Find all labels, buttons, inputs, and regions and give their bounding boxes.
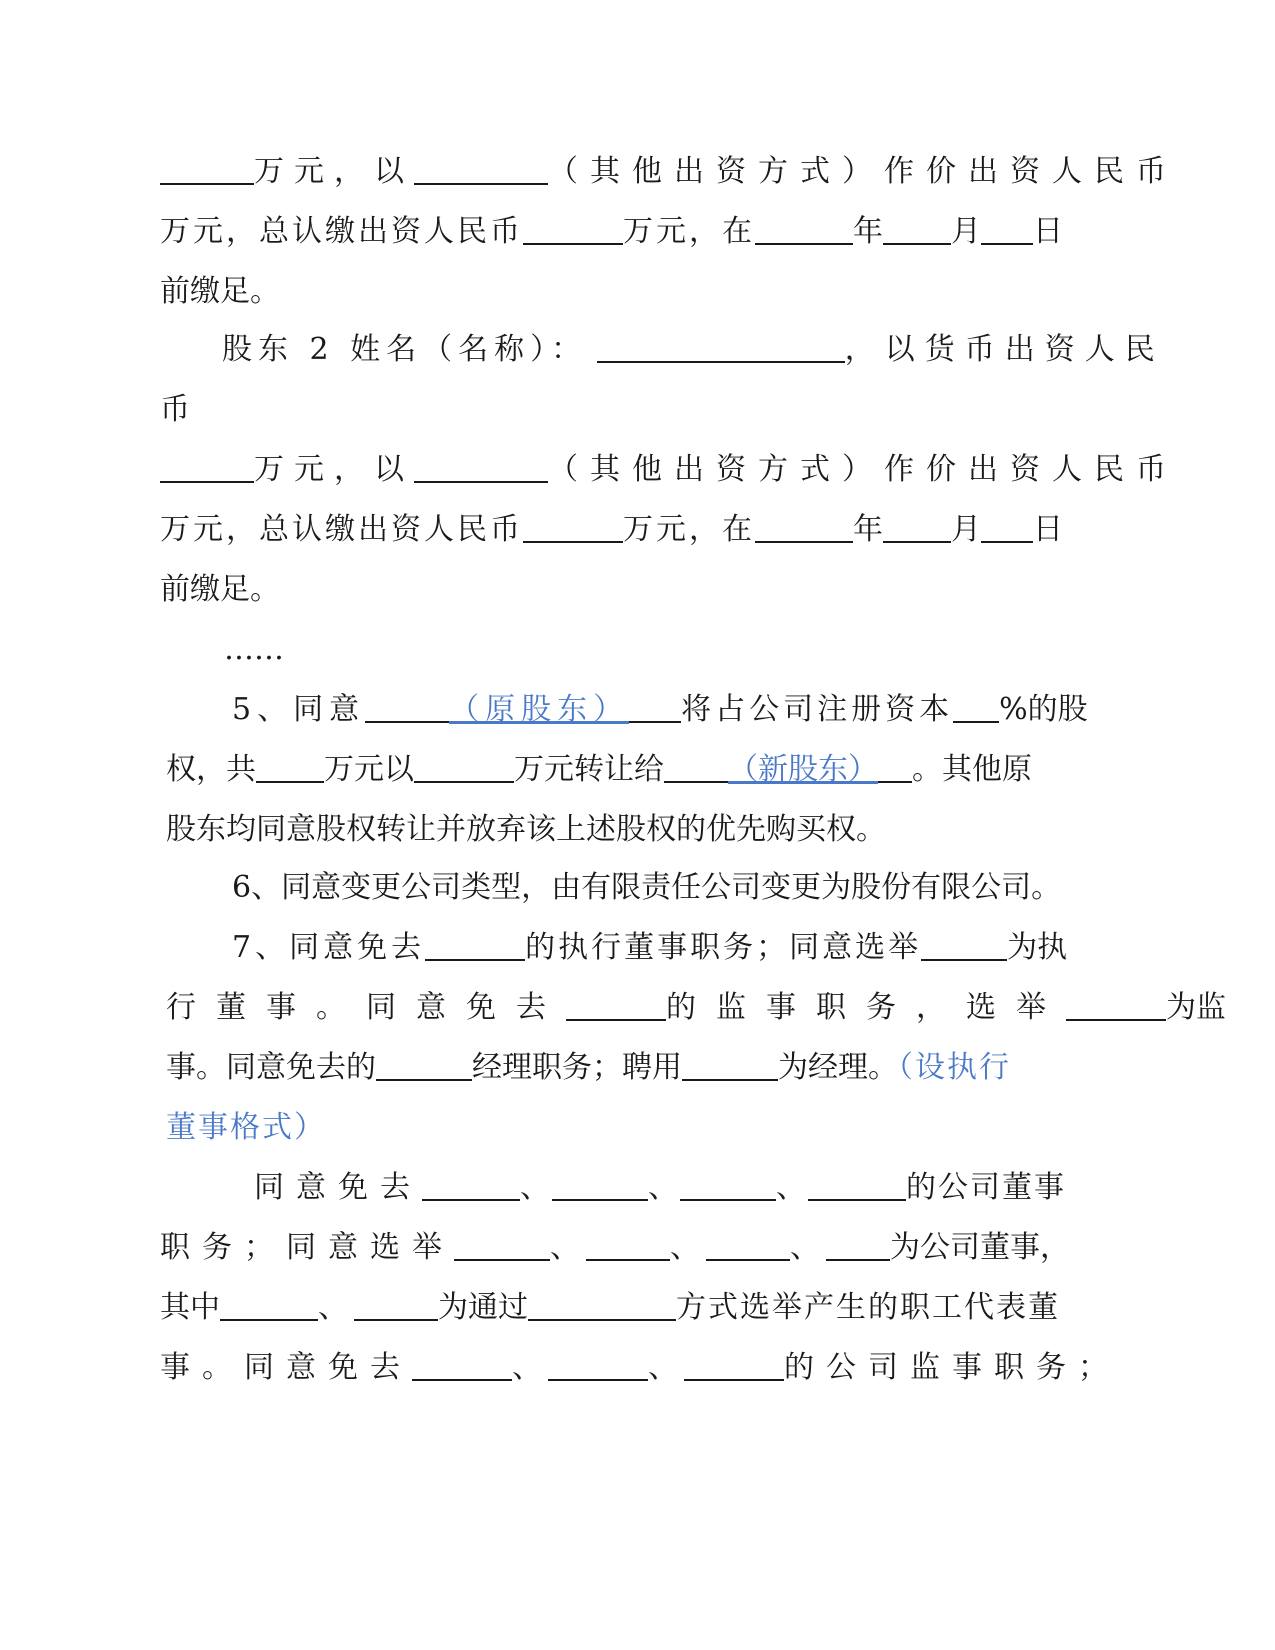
doc-line-1 — [160, 152, 1178, 192]
blank-field[interactable] — [354, 1289, 438, 1321]
text-segment: 其中 — [160, 1290, 220, 1325]
text-segment: 的执行董事职务；同意选举 — [525, 930, 922, 965]
text-segment: 职务；同意选举 — [160, 1230, 454, 1265]
text-segment: 月 — [951, 512, 981, 547]
doc-line-5 — [160, 390, 190, 430]
blank-field[interactable] — [160, 153, 254, 185]
executive-director-format-note: 董事格式） — [166, 1110, 326, 1145]
blank-field[interactable] — [365, 691, 449, 723]
executive-director-format-note: （设执行 — [898, 1050, 1011, 1085]
blank-field[interactable] — [552, 1169, 648, 1201]
blank-field[interactable] — [425, 929, 525, 961]
blank-field[interactable] — [566, 989, 666, 1021]
doc-line-14 — [232, 928, 1067, 968]
ellipsis — [224, 630, 284, 670]
text-segment: （其他出资方式）作价出资人民币 — [548, 452, 1178, 487]
blank-field[interactable] — [629, 691, 681, 723]
separator: 、 — [648, 1170, 680, 1205]
blank-field[interactable] — [454, 1229, 550, 1261]
text-segment: 为公司董事， — [890, 1230, 1070, 1265]
doc-line-18 — [254, 1168, 1066, 1208]
text-segment: 为监 — [1166, 990, 1226, 1025]
text-segment: 经理职务；聘用 — [472, 1050, 682, 1085]
text-segment: 为通过 — [438, 1290, 528, 1325]
new-shareholder-placeholder[interactable]: （新股东） — [728, 752, 878, 787]
separator: 、 — [520, 1170, 552, 1205]
text-segment: 的公司董事 — [906, 1170, 1066, 1205]
blank-field[interactable] — [528, 1289, 676, 1321]
blank-field[interactable] — [414, 751, 514, 783]
blank-field[interactable] — [376, 1049, 472, 1081]
doc-line-13 — [232, 868, 1061, 908]
text-segment: 日 — [1033, 214, 1063, 249]
text-segment: 方式选举产生的职工代表董 — [676, 1290, 1060, 1325]
blank-field[interactable] — [586, 1229, 670, 1261]
text-segment: （其他出资方式）作价出资人民币 — [548, 154, 1178, 189]
separator: 、 — [670, 1230, 706, 1265]
text-segment: 同意免去 — [254, 1170, 422, 1205]
text-segment: 股东 2 姓名（名称）： — [222, 332, 588, 367]
blank-field[interactable] — [523, 511, 623, 543]
text-segment: 万元，总认缴出资人民币 — [160, 214, 523, 249]
text-segment: 前缴足。 — [160, 572, 280, 607]
doc-line-15 — [166, 988, 1226, 1028]
text-segment: 股东均同意股权转让并放弃该上述股权的优先购买权。 — [166, 812, 886, 847]
text-segment: 将占公司注册资本 — [681, 692, 954, 727]
doc-line-10 — [232, 690, 1088, 730]
text-segment: …… — [224, 632, 284, 667]
text-segment: 5、同意 — [232, 692, 366, 727]
text-segment: 为经理。 — [778, 1050, 898, 1085]
doc-line-2 — [160, 212, 1063, 252]
separator: 、 — [776, 1170, 808, 1205]
blank-field[interactable] — [422, 1169, 520, 1201]
text-segment: 万元，在 — [623, 214, 755, 249]
blank-field[interactable] — [706, 1229, 790, 1261]
text-segment: 万元，在 — [623, 512, 755, 547]
blank-field[interactable] — [682, 1049, 778, 1081]
text-segment: 行董事。同意免去 — [166, 990, 566, 1025]
blank-field[interactable] — [160, 451, 254, 483]
doc-line-3 — [160, 272, 280, 312]
blank-field[interactable] — [548, 1349, 648, 1381]
doc-line-8 — [160, 570, 280, 610]
text-segment: 权，共 — [166, 752, 256, 787]
blank-field[interactable] — [878, 751, 912, 783]
text-segment: 的监事职务， — [666, 990, 966, 1025]
blank-field[interactable] — [523, 213, 623, 245]
separator: 、 — [550, 1230, 586, 1265]
blank-field[interactable] — [808, 1169, 906, 1201]
blank-field[interactable] — [826, 1229, 890, 1261]
doc-line-4 — [222, 330, 1165, 370]
doc-line-11 — [166, 750, 1032, 790]
text-segment: 事。同意免去 — [160, 1350, 412, 1385]
blank-field[interactable] — [680, 1169, 776, 1201]
blank-field[interactable] — [981, 213, 1033, 245]
text-segment: 年 — [853, 214, 883, 249]
text-segment: 年 — [853, 512, 883, 547]
original-shareholder-placeholder[interactable]: （原股东） — [449, 692, 630, 727]
text-segment: 前缴足。 — [160, 274, 280, 309]
separator: 、 — [512, 1350, 548, 1385]
doc-line-20 — [160, 1288, 1060, 1328]
blank-field[interactable] — [953, 691, 999, 723]
text-segment: 万元，总认缴出资人民币 — [160, 512, 523, 547]
text-segment: %的股 — [999, 692, 1088, 727]
text-segment: 选举 — [966, 990, 1066, 1025]
doc-line-17 — [166, 1108, 326, 1148]
text-segment: 万元转让给 — [514, 752, 664, 787]
doc-line-19 — [160, 1228, 1070, 1268]
text-segment: 万元，以 — [254, 154, 414, 189]
separator: 、 — [790, 1230, 826, 1265]
blank-field[interactable] — [414, 451, 548, 483]
blank-field[interactable] — [883, 213, 951, 245]
blank-field[interactable] — [755, 213, 853, 245]
text-segment: 万元，以 — [254, 452, 414, 487]
text-segment: 事。同意免去的 — [166, 1050, 376, 1085]
text-segment: 万元以 — [324, 752, 414, 787]
separator: 、 — [648, 1350, 684, 1385]
separator: 、 — [318, 1290, 354, 1325]
blank-field[interactable] — [921, 929, 1007, 961]
text-segment: ，以货币出资人民 — [844, 332, 1165, 367]
text-segment: 为执 — [1007, 930, 1068, 965]
blank-field[interactable] — [1066, 989, 1166, 1021]
text-segment: 。其他原 — [912, 752, 1032, 787]
text-segment: 的公司监事职务； — [784, 1350, 1120, 1385]
blank-field[interactable] — [684, 1349, 784, 1381]
doc-line-6 — [160, 450, 1178, 490]
doc-line-21 — [160, 1348, 1120, 1388]
doc-line-12 — [166, 810, 886, 850]
blank-field[interactable] — [220, 1289, 318, 1321]
blank-field[interactable] — [412, 1349, 512, 1381]
shareholder-2-name-field[interactable] — [597, 331, 845, 363]
blank-field[interactable] — [883, 511, 951, 543]
blank-field[interactable] — [414, 153, 548, 185]
text-segment: 币 — [160, 392, 190, 427]
doc-line-7 — [160, 510, 1063, 550]
blank-field[interactable] — [256, 751, 324, 783]
text-segment: 月 — [951, 214, 981, 249]
text-segment: 7、同意免去 — [232, 930, 426, 965]
text-segment: 6、同意变更公司类型，由有限责任公司变更为股份有限公司。 — [232, 870, 1062, 905]
text-segment: 日 — [1033, 512, 1063, 547]
blank-field[interactable] — [664, 751, 728, 783]
doc-line-16 — [166, 1048, 1011, 1088]
blank-field[interactable] — [981, 511, 1033, 543]
blank-field[interactable] — [755, 511, 853, 543]
